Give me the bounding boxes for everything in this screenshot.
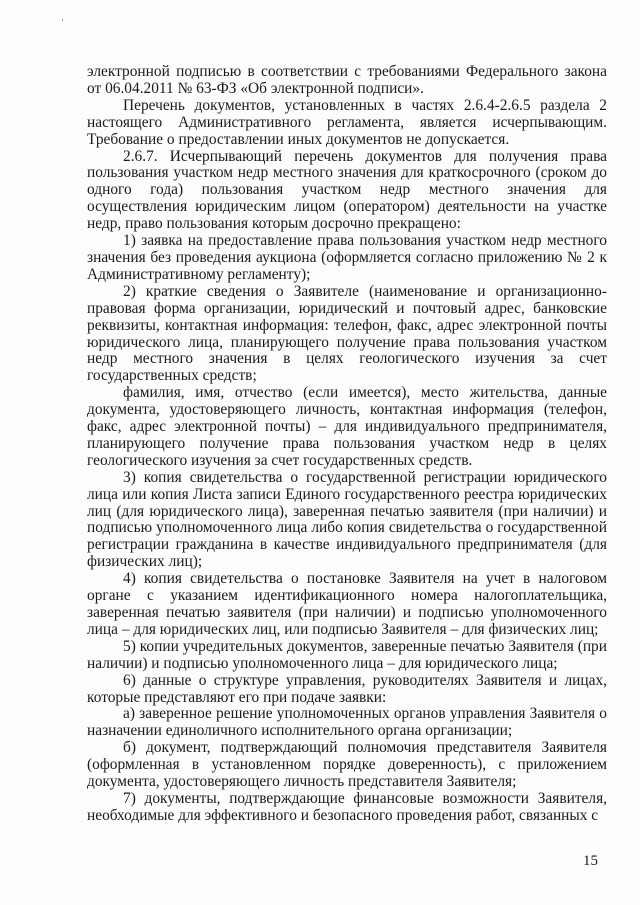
list-item-1: 1) заявка на предоставление права пользования участком недр местного значения без проведения аукциона (оформляется согласно приложению № 2 к Административному регламенту); — [87, 232, 607, 283]
paragraph-exhaustive-list-note: Перечень документов, установленных в частях 2.6.4-2.6.5 раздела 2 настоящего Административного регламента, является исчерпывающим. Требование о предоставлении иных документов не допускается. — [87, 96, 607, 148]
paragraph-2-6-7: 2.6.7. Исчерпывающий перечень документов для получения права пользования участком недр местного значения для краткосрочного (сроком до одного года) пользования участком недр местного значения для осуществления юридическим лицом (оператором) деятельности на участке недр, право пользования которым досрочно прекращено: — [87, 147, 607, 233]
list-item-3: 3) копия свидетельства о государственной регистрации юридического лица или копия Листа записи Единого государственного реестра юридических лиц (для юридического лица), заверенная печатью заявителя (при наличии) и подписью уполномоченного лица либо копия свидетельства о государственной регистрации гражданина в качестве индивидуального предпринимателя (для физических лиц); — [87, 468, 607, 571]
list-item-5: 5) копии учредительных документов, заверенные печатью Заявителя (при наличии) и подписью уполномоченного лица – для юридического лица; — [87, 637, 607, 672]
list-item-6a: а) заверенное решение уполномоченных органов управления Заявителя о назначении единоличного исполнительного органа организации; — [87, 705, 607, 740]
list-item-2: 2) краткие сведения о Заявителе (наименование и организационно-правовая форма организации, юридический и почтовый адрес, банковские реквизиты, контактная информация: телефон, факс, адрес электронной почты юридического лица, планирующего получение права пользования участком недр местного значения в целях геологического изучения за счет государственных средств; — [87, 282, 607, 385]
document-body — [87, 64, 607, 825]
scan-speck — [62, 19, 63, 21]
page-number: 15 — [583, 853, 598, 869]
paragraph-continuation: электронной подписью в соответствии с требованиями Федерального закона от 06.04.2011 № 63-ФЗ «Об электронной подписи». — [87, 63, 607, 97]
list-item-2-individual: фамилия, имя, отчество (если имеется), место жительства, данные документа, удостоверяющего личность, контактная информация (телефон, факс, адрес электронной почты) – для индивидуального предпринимателя, планирующего получение права пользования участком недр в целях геологического изучения за счет государственных средств. — [87, 384, 607, 469]
list-item-7: 7) документы, подтверждающие финансовые возможности Заявителя, необходимые для эффективного и безопасного проведения работ, связанных с — [87, 789, 607, 824]
list-item-6: 6) данные о структуре управления, руководителях Заявителя и лицах, которые представляют его при подаче заявки: — [87, 671, 607, 706]
list-item-6b: б) документ, подтверждающий полномочия представителя Заявителя (оформленная в установленном порядке доверенность), с приложением документа, удостоверяющего личность представителя Заявителя; — [87, 739, 607, 791]
list-item-4: 4) копия свидетельства о постановке Заявителя на учет в налоговом органе с указанием идентификационного номера налогоплательщика, заверенная печатью заявителя (при наличии) и подписью уполномоченного лица – для юридических лиц, или подписью Заявителя – для физических лиц; — [87, 570, 607, 638]
